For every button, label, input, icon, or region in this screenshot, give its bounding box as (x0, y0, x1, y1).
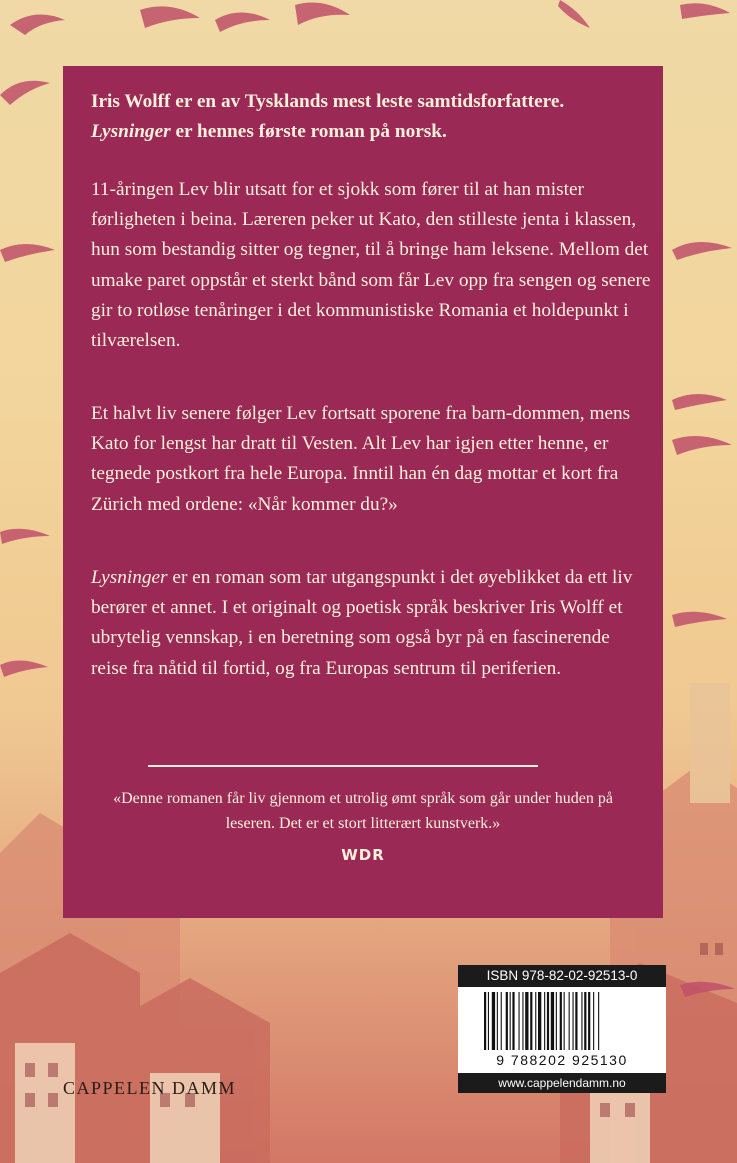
barcode-bar (560, 992, 562, 1050)
barcode-bar (575, 992, 577, 1050)
intro-paragraph (91, 87, 651, 147)
barcode-bar (598, 992, 599, 1050)
barcode-bar (573, 992, 574, 1050)
barcode-digits: 9 788202 925130 (496, 1052, 628, 1068)
barcode-bar (544, 992, 545, 1050)
barcode-bar (525, 992, 528, 1050)
barcode-bar (588, 992, 590, 1050)
barcode-bar (556, 992, 557, 1050)
barcode-bar (530, 992, 532, 1050)
paragraph-3-text: er en roman som tar utgangspunkt i det øyeblikket da ett liv berører et annet. I et originalt og poetisk språk beskriver Iris Wolff et ubrytelig vennskap, i en beretning som også byr på en fascinerende reise fra nåtid til fortid, og fra Europas sentrum til periferien. (91, 567, 633, 679)
barcode-bar (535, 992, 536, 1050)
barcode-bar (510, 992, 511, 1050)
isbn-label: ISBN 978-82-02-92513-0 (458, 965, 666, 987)
barcode-bar (501, 992, 502, 1050)
intro-rest: er hennes første roman på norsk. (170, 121, 447, 143)
publisher-logo: CAPPELEN DAMM (63, 1078, 237, 1098)
barcode-bar (488, 992, 489, 1050)
barcode (458, 987, 666, 1073)
barcode-bar (497, 992, 498, 1050)
barcode-bar (506, 992, 508, 1050)
publisher-website: www.cappelendamm.no (458, 1073, 666, 1093)
barcode-bar (512, 992, 514, 1050)
review-quote: «Denne romanen får liv gjennom et utrolig ømt språk som går under huden på leseren. Det er et stort litterært kunstverk.» (113, 790, 613, 832)
synopsis-paragraph-2: Et halvt liv senere følger Lev fortsatt sporene fra barn-dommen, mens Kato for lengst har dratt til Vesten. Alt Lev har igjen etter henne, er tegnede postkort fra hele Europa. Inntil han én dag mottar et kort fra Zürich med ordene: «Når kommer du?» (91, 403, 631, 515)
barcode-bar (538, 992, 541, 1050)
barcode-bar (569, 992, 570, 1050)
barcode-bar (593, 992, 594, 1050)
barcode-bar (522, 992, 523, 1050)
barcode-bar (519, 992, 520, 1050)
barcode-bar (581, 992, 582, 1050)
barcode-bar (484, 992, 486, 1050)
barcode-bar (547, 992, 549, 1050)
barcode-bar (551, 992, 554, 1050)
synopsis-paragraph-1: 11-åringen Lev blir utsatt for et sjokk som fører til at han mister førligheten i beina. Læreren peker ut Kato, den stilleste jenta i klassen, hun som bestandig sitter og tegner, til å bringe ham leksene. Mellom det umake paret oppstår et sterkt bånd som får Lev opp fra sengen og senere gir to rotløse tenåringer i det kommunistiske Romania et holdepunkt i tilværelsen. (91, 179, 651, 352)
book-title-italic: Lysninger (91, 567, 168, 588)
barcode-bars (484, 992, 644, 1054)
intro-line: Iris Wolff er en av Tysklands mest leste samtidsforfattere. (91, 91, 565, 112)
barcode-bar (492, 992, 495, 1050)
barcode-bar (564, 992, 565, 1050)
description-panel (63, 66, 663, 918)
review-source: WDR (341, 846, 385, 864)
synopsis-paragraph-3 (91, 563, 651, 684)
book-title-italic: Lysninger (91, 121, 171, 143)
barcode-bar (584, 992, 586, 1050)
divider-line (148, 765, 538, 767)
isbn-barcode-block (458, 965, 666, 1093)
